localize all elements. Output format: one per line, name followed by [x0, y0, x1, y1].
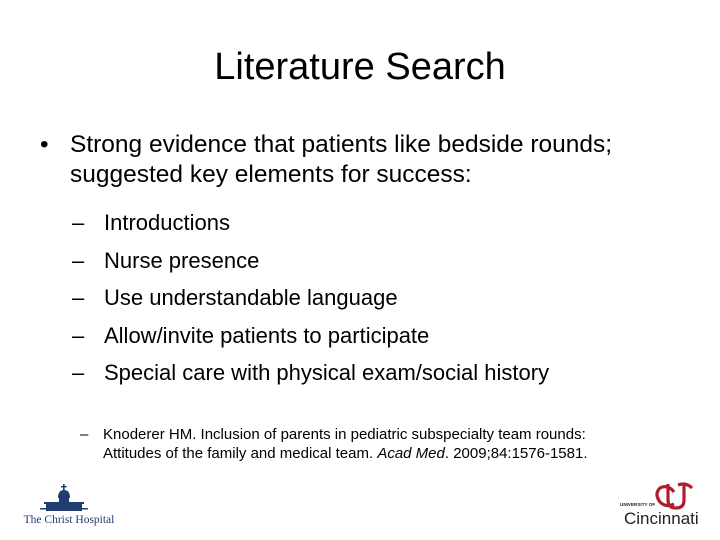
reference-dash: –	[80, 426, 89, 443]
hospital-building-icon	[40, 484, 88, 511]
reference-year-pages: . 2009;84:1576-1581.	[444, 444, 588, 462]
sub-bullet-text: Allow/invite patients to participate	[104, 322, 430, 348]
main-bullet-text: Strong evidence that patients like bedside rounds; suggested key elements for success:	[70, 131, 613, 188]
sub-bullet-list	[72, 204, 692, 392]
bullet-marker: •	[40, 131, 49, 158]
reference-citation	[80, 426, 640, 463]
sub-bullet-item	[72, 204, 692, 242]
sub-bullet-dash: –	[72, 360, 85, 385]
uc-logo	[618, 480, 718, 532]
christ-hospital-logo	[14, 482, 124, 528]
sub-bullet-text: Use understandable language	[104, 285, 398, 310]
reference-journal: Acad Med	[377, 444, 445, 462]
sub-bullet-text: Special care with physical exam/social history	[104, 360, 550, 385]
christ-hospital-wordmark: The Christ Hospital	[23, 514, 115, 526]
sub-bullet-item	[72, 317, 692, 355]
reference-text	[103, 426, 640, 463]
uc-cincinnati-wordmark: Cincinnati	[624, 509, 699, 528]
uc-university-of-label: UNIVERSITY OF	[620, 502, 656, 507]
reference-authors-title: Knoderer HM. Inclusion of parents in pediatric subspecialty team rounds: Attitudes of the family and medical team.	[103, 426, 586, 462]
sub-bullet-text: Nurse presence	[104, 247, 260, 273]
sub-bullet-text: Introductions	[104, 210, 230, 235]
slide-title: Literature Search	[214, 46, 506, 88]
main-bullet	[40, 130, 660, 190]
sub-bullet-item	[72, 354, 692, 392]
uc-monogram-icon	[657, 484, 692, 508]
sub-bullet-dash: –	[72, 285, 85, 310]
sub-bullet-item	[72, 279, 692, 317]
sub-bullet-dash: –	[72, 247, 85, 273]
sub-bullet-item	[72, 242, 692, 280]
sub-bullet-dash: –	[72, 210, 85, 235]
sub-bullet-dash: –	[72, 322, 85, 348]
